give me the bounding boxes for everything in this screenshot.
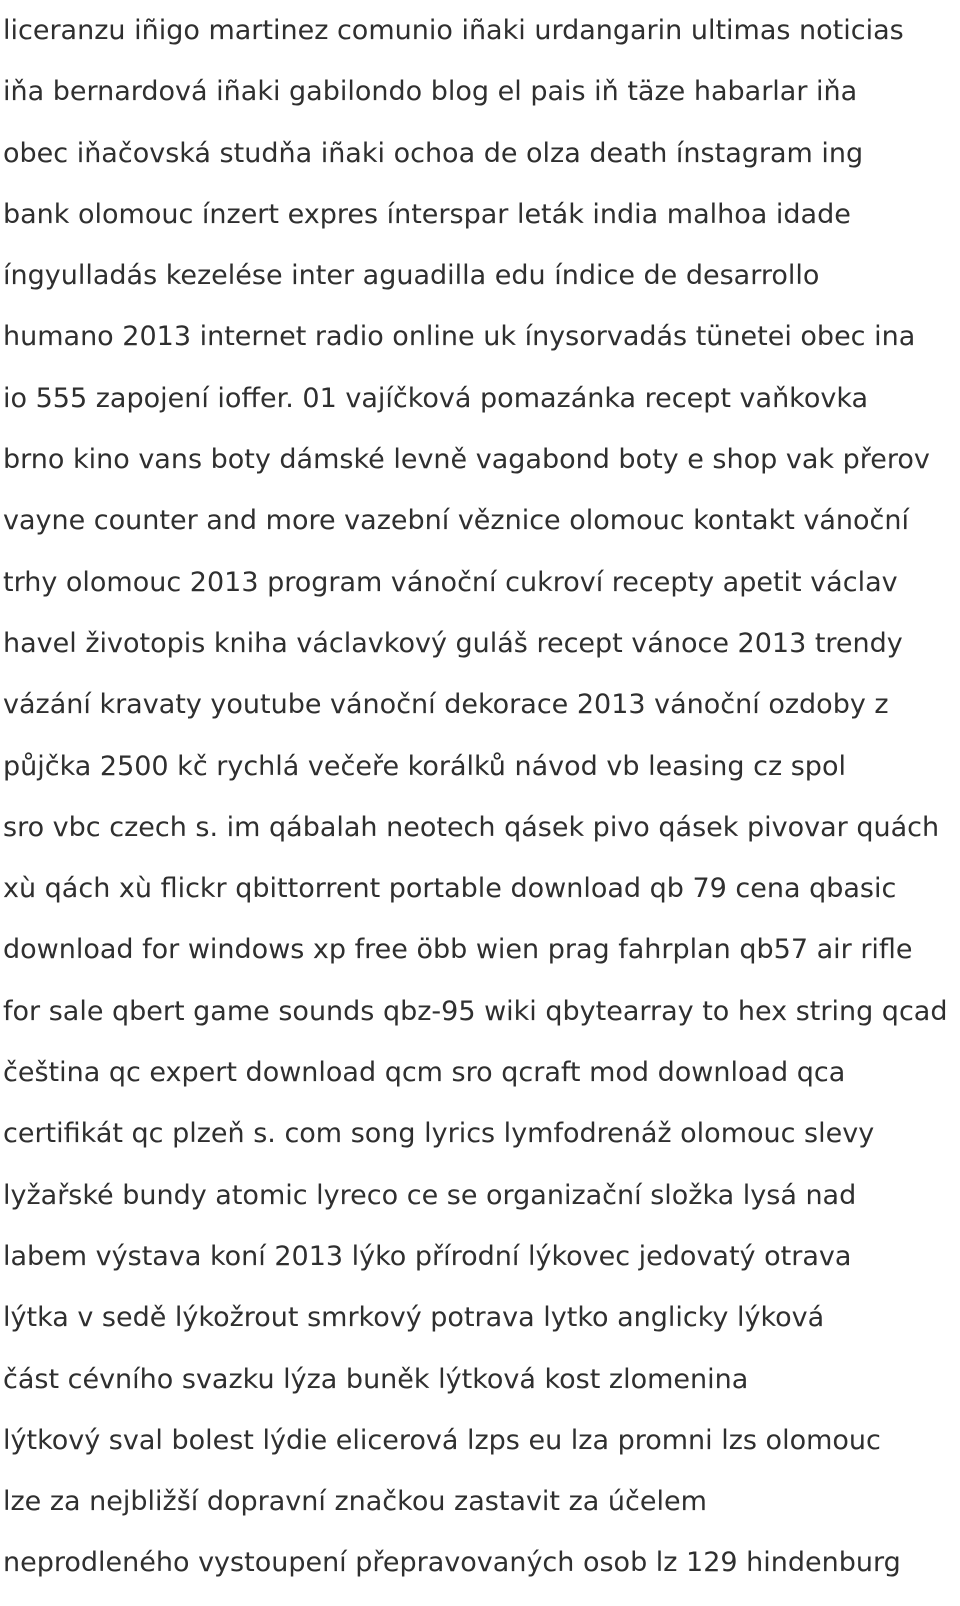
- text-line: certifikát qc plzeň s. com song lyrics lymfodrenáž olomouc slevy: [3, 1118, 875, 1150]
- text-line: vayne counter and more vazební věznice olomouc kontakt vánoční: [3, 505, 909, 537]
- text-line: havel životopis kniha václavkový guláš recept vánoce 2013 trendy: [3, 627, 903, 659]
- text-line: xù qách xù flickr qbittorrent portable download qb 79 cena qbasic: [3, 873, 897, 905]
- text-line: liceranzu iñigo martinez comunio iñaki urdangarin ultimas noticias: [3, 15, 904, 46]
- text-line: sro vbc czech s. im qábalah neotech qásek pivo qásek pivovar quách: [3, 811, 940, 843]
- text-line: io 555 zapojení ioffer. 01 vajíčková pomazánka recept vaňkovka: [3, 382, 869, 414]
- text-line: lýtka v sedě lýkožrout smrkový potrava lytko anglicky lýková: [3, 1302, 825, 1334]
- text-line: vázání kravaty youtube vánoční dekorace 2013 vánoční ozdoby z: [3, 689, 889, 721]
- text-line: lyžařské bundy atomic lyreco ce se organizační složka lysá nad: [3, 1179, 857, 1211]
- text-line: brno kino vans boty dámské levně vagabond boty e shop vak přerov: [3, 444, 930, 476]
- text-line: obec iňačovská studňa iñaki ochoa de olza death ínstagram ing: [3, 137, 864, 169]
- text-line: labem výstava koní 2013 lýko přírodní lýkovec jedovatý otrava: [3, 1240, 852, 1272]
- text-line: download for windows xp free öbb wien prag fahrplan qb57 air rifle: [3, 934, 913, 966]
- text-line: íngyulladás kezelése inter aguadilla edu índice de desarrollo: [3, 260, 820, 292]
- text-line: trhy olomouc 2013 program vánoční cukroví recepty apetit václav: [3, 566, 898, 598]
- text-line: iňa bernardová iñaki gabilondo blog el pais iň täze habarlar iňa: [3, 76, 858, 108]
- text-line: neprodleného vystoupení přepravovaných osob lz 129 hindenburg: [3, 1547, 901, 1579]
- text-line: čeština qc expert download qcm sro qcraft mod download qca: [3, 1057, 846, 1089]
- text-line: for sale qbert game sounds qbz-95 wiki qbytearray to hex string qcad: [3, 995, 948, 1027]
- text-line: část cévního svazku lýza buněk lýtková kost zlomenina: [3, 1363, 749, 1395]
- text-line: humano 2013 internet radio online uk ínysorvadás tünetei obec ina: [3, 321, 916, 353]
- text-line: lze za nejbližší dopravní značkou zastavit za účelem: [3, 1486, 707, 1518]
- text-line: bank olomouc ínzert expres ínterspar leták india malhoa idade: [3, 198, 851, 230]
- text-line: půjčka 2500 kč rychlá večeře korálků návod vb leasing cz spol: [3, 750, 846, 782]
- text-line: lýtkový sval bolest lýdie elicerová lzps eu lza promni lzs olomouc: [3, 1424, 881, 1456]
